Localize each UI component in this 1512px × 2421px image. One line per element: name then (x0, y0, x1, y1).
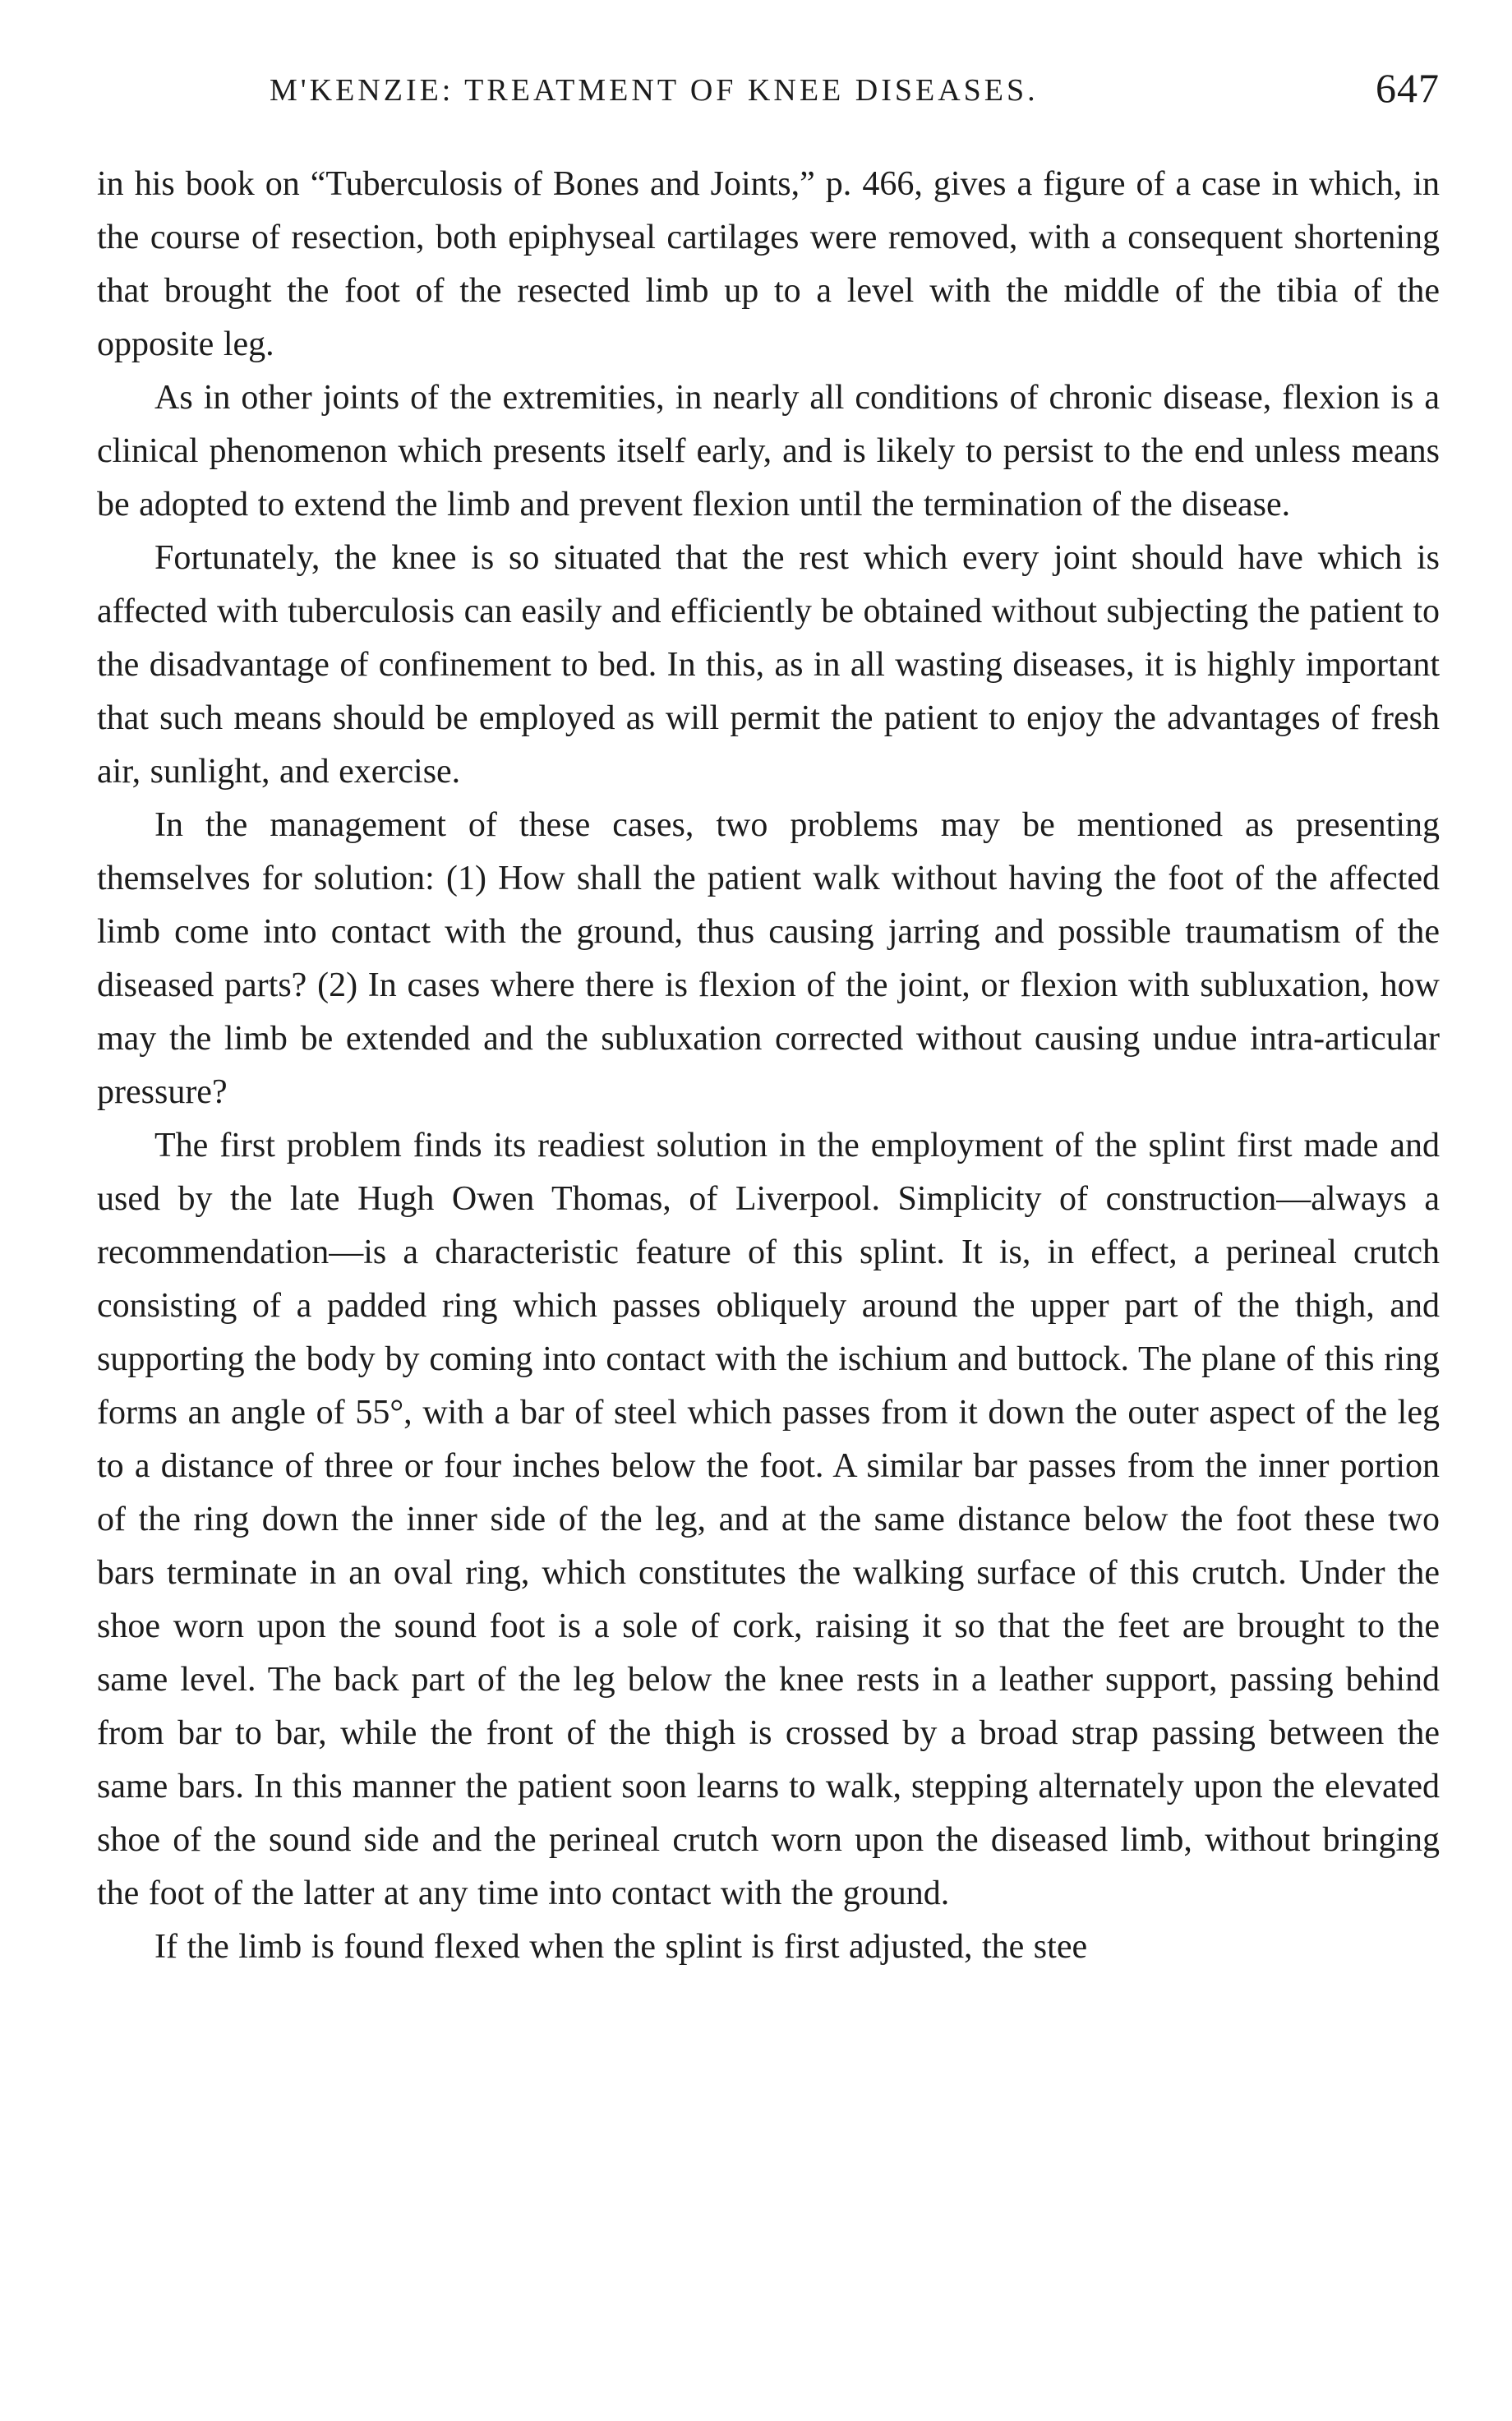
paragraph: If the limb is found flexed when the splint is first adjusted, the stee (154, 1928, 1088, 1966)
paragraph: As in other joints of the extremities, in nearly all conditions of chronic disease, flexion is a clinical phenomenon which presents itself early, and is likely to persist to the end unless means be adopted to extend the limb and prevent flexion until the termination of the disease. (97, 379, 1440, 523)
running-title: M'KENZIE: TREATMENT OF KNEE DISEASES. (270, 73, 1039, 108)
page-number: 647 (1376, 65, 1440, 111)
paragraph: In the management of these cases, two problems may be mentioned as presenting themselves for solution: (1) How shall the patient walk without having the foot of the affected limb come into contact with the ground, thus causing jarring and possible traumatism of the diseased parts? (2) In cases where there is flexion of the joint, or flexion with subluxation, how may the limb be extended and the subluxation corrected without causing undue intra-articular pressure? (97, 806, 1440, 1111)
paragraph: The first problem finds its readiest solution in the employment of the splint first made and used by the late Hugh Owen Thomas, of Liverpool. Simplicity of construction—always a recommendation—is a characteristic feature of this splint. It is, in effect, a perineal crutch consisting of a padded ring which passes obliquely around the upper part of the thigh, and supporting the body by coming into contact with the ischium and buttock. The plane of this ring forms an angle of 55°, with a bar of steel which passes from it down the outer aspect of the leg to a distance of three or four inches below the foot. A similar bar passes from the inner portion of the ring down the inner side of the leg, and at the same distance below the foot these two bars terminate in an oval ring, which constitutes the walking surface of this crutch. Under the shoe worn upon the sound foot is a sole of cork, raising it so that the feet are brought to the same level. The back part of the leg below the knee rests in a leather support, passing behind from bar to bar, while the front of the thigh is crossed by a broad strap passing between the same bars. In this manner the patient soon learns to walk, stepping alternately upon the elevated shoe of the sound side and the perineal crutch worn upon the diseased limb, without bringing the foot of the latter at any time into contact with the ground. (97, 1127, 1440, 1912)
running-head (97, 58, 1440, 128)
body-text (97, 158, 1440, 1974)
paragraph: Fortunately, the knee is so situated that the rest which every joint should have which is affected with tuberculosis can easily and efficiently be obtained without subjecting the patient to the disadvantage of confinement to bed. In this, as in all wasting diseases, it is highly important that such means should be employed as will permit the patient to enjoy the advantages of fresh air, sunlight, and exercise. (97, 539, 1440, 791)
paragraph: in his book on “Tuberculosis of Bones and Joints,” p. 466, gives a figure of a case in which, in the course of resection, both epiphyseal cartilages were removed, with a consequent shortening that brought the foot of the resected limb up to a level with the middle of the tibia of the opposite leg. (97, 165, 1440, 363)
book-page (97, 58, 1440, 2375)
